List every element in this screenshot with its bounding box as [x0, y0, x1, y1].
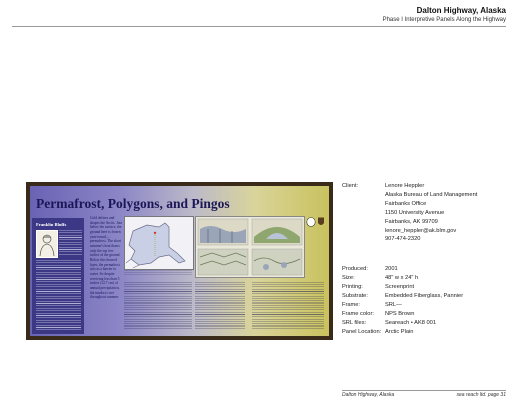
spec-value: 2001	[385, 266, 398, 272]
panel-body-column	[124, 282, 192, 330]
spec-label: Client:	[342, 183, 359, 189]
header-subtitle: Phase I Interpretive Panels Along the Highway	[382, 17, 506, 23]
map-caption	[124, 270, 192, 276]
spec-value: lenore_heppler@ak.blm.gov	[385, 227, 457, 234]
spec-value: Alaska Bureau of Land Management	[385, 191, 478, 198]
spec-value: 48" w x 24" h	[385, 275, 419, 281]
spec-value: Fairbanks Office	[385, 200, 427, 207]
panel-title: Permafrost, Polygons, and Pingos	[36, 196, 230, 212]
header-divider	[12, 26, 506, 27]
panel-intro-text: Cold defines and shapes the Arctic. Just below the surface, the ground here is frozen year-round—permafrost. The short summer's heat thaws only the top few inches of the ground. Below this thawed layer, the permafrost acts as a barrier to water. So despite receiving less than 5 inches (12.7 cm) of annual precipitation, the tundra is wet throughout summer.	[90, 216, 122, 300]
spec-value: Arctic Plain	[385, 329, 414, 335]
footer-left-text: Dalton Highway, Alaska	[342, 392, 395, 398]
spec-value: Embedded Fiberglass, Pannier	[385, 293, 464, 299]
agency-logos	[306, 216, 326, 228]
spec-value: Lenore Heppler	[385, 183, 425, 189]
spec-value: Fairbanks, AK 99709	[385, 218, 438, 225]
interpretive-panel-image	[26, 182, 333, 340]
panel-body-column	[195, 282, 245, 330]
footer-page-number: sea reach ltd. page 31	[456, 392, 506, 398]
footer-divider	[342, 390, 506, 391]
header-title: Dalton Highway, Alaska	[416, 6, 506, 15]
spec-label: SRL files:	[342, 320, 367, 326]
panel-sidebar	[32, 218, 84, 334]
panel-body-column	[252, 282, 324, 330]
sidebar-heading: Franklin Bluffs	[36, 222, 67, 227]
alaska-map-illustration	[124, 216, 194, 270]
spec-label: Size:	[342, 275, 355, 281]
spec-value: 1150 University Avenue	[385, 209, 445, 216]
permafrost-diagrams	[195, 216, 305, 278]
spec-label: Panel Location:	[342, 329, 382, 335]
spec-label: Frame color:	[342, 311, 374, 317]
spec-value: SRL—	[385, 302, 402, 308]
spec-value: NPS Brown	[385, 311, 415, 317]
sidebar-body-text	[36, 260, 81, 330]
spec-value: 907-474-2320	[385, 236, 421, 243]
spec-label: Printing:	[342, 284, 363, 290]
spec-label: Produced:	[342, 266, 368, 272]
portrait-caption	[59, 230, 82, 256]
portrait-illustration	[36, 230, 58, 258]
spec-label: Frame:	[342, 302, 361, 308]
spec-value: Seareach • AK8 001	[385, 320, 437, 326]
spec-value: Screenprint	[385, 284, 415, 290]
panel-face	[30, 186, 329, 336]
spec-label: Substrate:	[342, 293, 368, 299]
